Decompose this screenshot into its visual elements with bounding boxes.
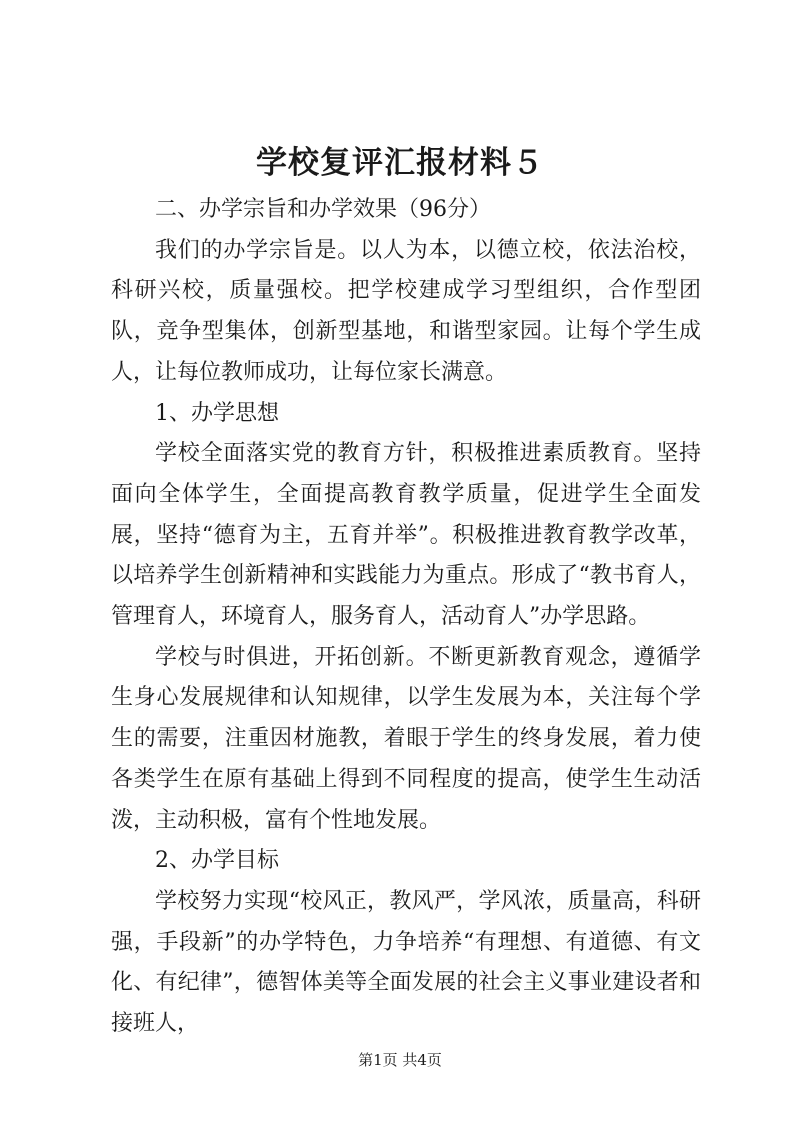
subsection-heading: 1、办学思想 [155, 400, 279, 426]
page-footer: 第1页 共4页 [358, 1051, 442, 1069]
section-heading: 二、办学宗旨和办学效果（96分） [155, 197, 491, 222]
paragraph: 学校与时俱进，开拓创新。不断更新教育观念，遵循学生身心发展规律和认知规律，以学生发展为本，关注每个学生的需要，注重因材施教，着眼于学生的终身发展，着力使各类学生在原有基础上得到不同程度的提高，使学生生动活泼，主动积极，富有个性地发展。 [111, 644, 701, 833]
paragraph: 学校努力实现“校风正，教风严，学风浓，质量高，科研强，手段新”的办学特色，力争培养“有理想、有道德、有文化、有纪律”，德智体美等全面发展的社会主义事业建设者和接班人， [111, 888, 701, 1037]
subsection-heading: 2、办学目标 [155, 848, 279, 874]
paragraph: 我们的办学宗旨是。以人为本，以德立校，依法治校，科研兴校，质量强校。把学校建成学习型组织，合作型团队，竞争型集体，创新型基地，和谐型家园。让每个学生成人，让每位教师成功，让每位家长满意。 [111, 237, 701, 385]
document-title: 学校复评汇报材料５ [256, 145, 544, 181]
document-body [111, 190, 701, 1045]
paragraph: 学校全面落实党的教育方针，积极推进素质教育。坚持面向全体学生，全面提高教育教学质量，促进学生全面发展，坚持“德育为主，五育并举”。积极推进教育教学改革，以培养学生创新精神和实践能力为重点。形成了“教书育人，管理育人，环境育人，服务育人，活动育人”办学思路。 [111, 441, 701, 630]
